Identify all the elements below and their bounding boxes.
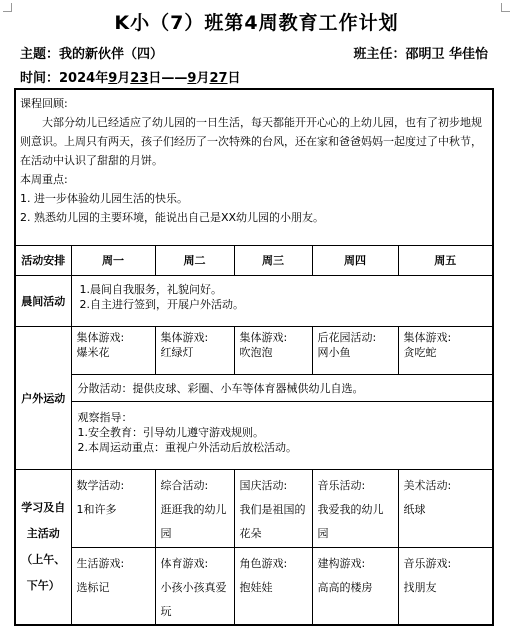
learning-label-line: （上午、	[21, 552, 66, 566]
game-type: 集体游戏:	[239, 330, 288, 344]
header-day-thursday: 周四	[312, 245, 398, 275]
game-name: 红绿灯	[160, 345, 194, 359]
outdoor-game-friday	[398, 326, 493, 374]
game-name: 吹泡泡	[239, 345, 273, 359]
outdoor-game-wednesday	[234, 326, 312, 374]
activity-name: 我们是祖国的花朵	[239, 502, 306, 540]
activity-name: 逛逛我的幼儿园	[160, 502, 227, 540]
observe-heading: 观察指导：	[77, 410, 133, 424]
learning-label	[15, 469, 71, 625]
learning-activity-wednesday	[234, 469, 312, 547]
outdoor-game-monday	[71, 326, 155, 374]
time-day-suffix-2: 日	[227, 71, 241, 86]
document-title: K小（7）班第4周教育工作计划	[114, 12, 399, 34]
morning-cell	[71, 275, 493, 326]
activity-type: 音乐活动:	[317, 478, 366, 492]
time-month-suffix-2: 月	[196, 71, 210, 86]
activity-type: 综合活动:	[160, 478, 209, 492]
outdoor-game-thursday	[312, 326, 398, 374]
free-play-cell: 分散活动：提供皮球、彩圈、小车等体育器械供幼儿自选。	[71, 374, 493, 401]
morning-item: 1.晨间自我服务，礼貌问好。	[79, 282, 222, 296]
teachers-line: 班主任：邵明卫 华佳怡	[353, 47, 488, 62]
outdoor-label: 户外运动	[15, 326, 71, 469]
activity-name: 小孩小孩真爱玩	[160, 580, 227, 618]
activity-name: 抱娃娃	[239, 580, 273, 594]
review-heading: 课程回顾:	[20, 97, 68, 110]
activity-name: 1和许多	[76, 502, 117, 516]
activity-name: 找朋友	[403, 580, 437, 594]
activity-type: 生活游戏:	[76, 556, 125, 570]
learning-activity-tuesday	[155, 469, 234, 547]
game-type: 集体游戏:	[160, 330, 209, 344]
activity-type: 建构游戏:	[317, 556, 366, 570]
time-end-month: 9	[187, 71, 197, 86]
focus-item: 1. 进一步体验幼儿园生活的快乐。	[20, 192, 188, 205]
learning-label-line: 主活动	[26, 526, 60, 540]
outdoor-game-tuesday	[155, 326, 234, 374]
learning-activity-friday	[398, 469, 493, 547]
observe-item: 1.安全教育：引导幼儿遵守游戏规则。	[77, 425, 264, 439]
activity-type: 音乐游戏:	[403, 556, 452, 570]
morning-label: 晨间活动	[15, 275, 71, 326]
header-day-friday: 周五	[398, 245, 493, 275]
activity-name: 高高的楼房	[317, 580, 373, 594]
header-day-wednesday: 周三	[234, 245, 312, 275]
activity-type: 数学活动:	[76, 478, 125, 492]
review-row	[15, 89, 493, 245]
activity-name: 我爱我的幼儿园	[317, 502, 384, 540]
weekly-plan-table	[14, 88, 494, 626]
time-separator: ——	[161, 71, 188, 86]
outdoor-games-row	[15, 326, 493, 374]
game-activity-tuesday	[155, 547, 234, 625]
time-start-month: 9	[108, 71, 118, 86]
header-day-tuesday: 周二	[155, 245, 234, 275]
learning-activity-thursday	[312, 469, 398, 547]
learning-row-2	[15, 547, 493, 625]
game-activity-thursday	[312, 547, 398, 625]
game-activity-monday	[71, 547, 155, 625]
time-label: 时间：	[20, 71, 60, 86]
activity-name: 纸球	[403, 502, 426, 516]
learning-label-line: 下午）	[26, 578, 60, 592]
outdoor-free-row	[15, 374, 493, 401]
schedule-header-row	[15, 245, 493, 275]
game-activity-friday	[398, 547, 493, 625]
header-day-monday: 周一	[71, 245, 155, 275]
game-type: 集体游戏:	[76, 330, 125, 344]
theme-line: 主题：我的新伙伴（四）	[20, 47, 164, 62]
course-review-cell	[15, 89, 493, 245]
activity-type: 角色游戏:	[239, 556, 288, 570]
review-paragraph: 大部分幼儿已经适应了幼儿园的一日生活，每天都能开开心心的上幼儿园，也有了初步地规则意识。上周只有两天，孩子们经历了一次特殊的台风，还在家和爸爸妈妈一起度过了中秋节，在活动中认识了甜甜的月饼。	[20, 116, 482, 167]
game-type: 后花园活动:	[317, 330, 377, 344]
focus-heading: 本周重点:	[20, 173, 68, 186]
observation-cell	[71, 401, 493, 469]
activity-type: 国庆活动:	[239, 478, 288, 492]
learning-activity-monday	[71, 469, 155, 547]
observe-item: 2.本周运动重点：重视户外活动后放松活动。	[77, 440, 297, 454]
time-line	[20, 67, 241, 86]
time-day-suffix: 日	[148, 71, 162, 86]
game-type: 集体游戏:	[403, 330, 452, 344]
time-end-day: 27	[209, 71, 228, 86]
time-year-suffix: 年	[95, 71, 109, 86]
game-name: 爆米花	[76, 345, 110, 359]
morning-item: 2.自主进行签到，开展户外活动。	[79, 297, 244, 311]
activity-name: 选标记	[76, 580, 110, 594]
time-year: 2024	[59, 71, 96, 86]
time-month-suffix: 月	[117, 71, 131, 86]
game-name: 网小鱼	[317, 345, 351, 359]
focus-item: 2. 熟悉幼儿园的主要环境，能说出自己是XX幼儿园的小朋友。	[20, 211, 325, 224]
game-name: 贪吃蛇	[403, 345, 437, 359]
time-start-day: 23	[130, 71, 149, 86]
activity-type: 美术活动:	[403, 478, 452, 492]
learning-row-1	[15, 469, 493, 547]
header-activity-label: 活动安排	[15, 245, 71, 275]
learning-label-line: 学习及自	[21, 500, 66, 514]
activity-type: 体育游戏:	[160, 556, 209, 570]
outdoor-observe-row	[15, 401, 493, 469]
morning-row	[15, 275, 493, 326]
game-activity-wednesday	[234, 547, 312, 625]
